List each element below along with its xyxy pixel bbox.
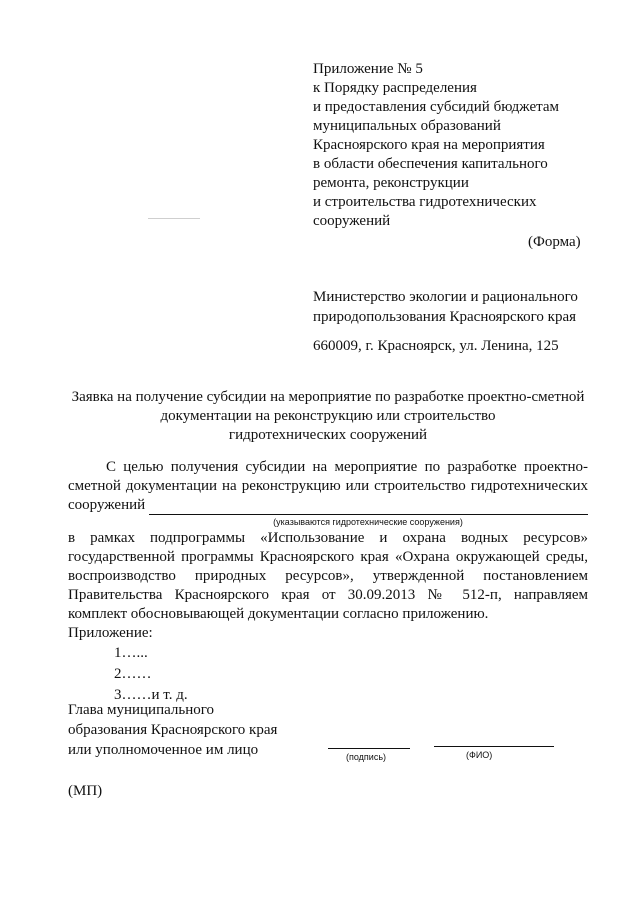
annex-line: к Порядку распределения	[313, 80, 477, 96]
signatory-block	[68, 700, 277, 760]
signatory-line: образования Красноярского края	[68, 722, 278, 738]
signatory-line: Глава муниципального	[68, 702, 215, 718]
stamp-label: (МП)	[68, 783, 103, 799]
annex-line: Красноярского края на мероприятия	[313, 137, 545, 153]
annex-line: ремонта, реконструкции	[313, 175, 469, 191]
annex-line: и строительства гидротехнических	[313, 194, 537, 210]
body-line: в рамках подпрограммы «Использование и охрана водных ресурсов»	[68, 530, 588, 546]
attachment-list	[114, 643, 588, 706]
blank-caption: (указываются гидротехнические сооружения)	[273, 517, 463, 527]
list-item: 1…...	[114, 645, 148, 661]
form-label: (Форма)	[528, 234, 581, 250]
signatory-line: или уполномоченное им лицо	[68, 742, 259, 758]
scan-artifact-line	[148, 218, 200, 219]
addressee-line: природопользования Красноярского края	[313, 309, 577, 325]
annex-line: муниципальных образований	[313, 118, 501, 134]
list-item: 2……	[114, 666, 152, 682]
body-line: Правительства Красноярского края от 30.09.2013 № 512-п, направляем	[68, 587, 588, 603]
document-title	[68, 388, 588, 445]
title-line: документации на реконструкцию или строительство	[160, 408, 496, 424]
annex-line: сооружений	[313, 213, 391, 229]
application-body	[68, 458, 588, 706]
body-line: сметной документации на реконструкцию или строительство гидротехнических	[68, 478, 588, 494]
annex-line: в области обеспечения капитального	[313, 156, 548, 172]
body-line: сооружений	[68, 497, 146, 513]
addressee-line: Министерство экологии и рационального	[313, 289, 578, 305]
name-blank-line[interactable]	[434, 746, 554, 747]
body-line: С целью получения субсидии на мероприятие по разработке проектно-	[106, 459, 588, 475]
addressee	[313, 287, 613, 327]
annex-line: Приложение № 5	[313, 61, 423, 77]
attachment-label: Приложение:	[68, 625, 153, 641]
list-item: 3……и т. д.	[114, 687, 188, 703]
name-caption: (ФИО)	[466, 750, 493, 760]
body-line: государственной программы Красноярского края «Охрана окружающей среды,	[68, 549, 588, 565]
signature-blank-line[interactable]	[328, 748, 410, 749]
body-line: комплект обосновывающей документации согласно приложению.	[68, 606, 489, 622]
annex-header	[313, 60, 613, 231]
body-line: воспроизводство природных ресурсов», утвержденной постановлением	[68, 568, 588, 584]
title-line: гидротехнических сооружений	[228, 427, 428, 443]
signature-caption: (подпись)	[346, 752, 387, 762]
title-line: Заявка на получение субсидии на мероприятие по разработке проектно-сметной	[71, 389, 585, 405]
structures-fill-row	[68, 496, 588, 515]
addressee-address: 660009, г. Красноярск, ул. Ленина, 125	[313, 338, 559, 354]
annex-line: и предоставления субсидий бюджетам	[313, 99, 559, 115]
structures-blank-line[interactable]	[149, 500, 588, 515]
